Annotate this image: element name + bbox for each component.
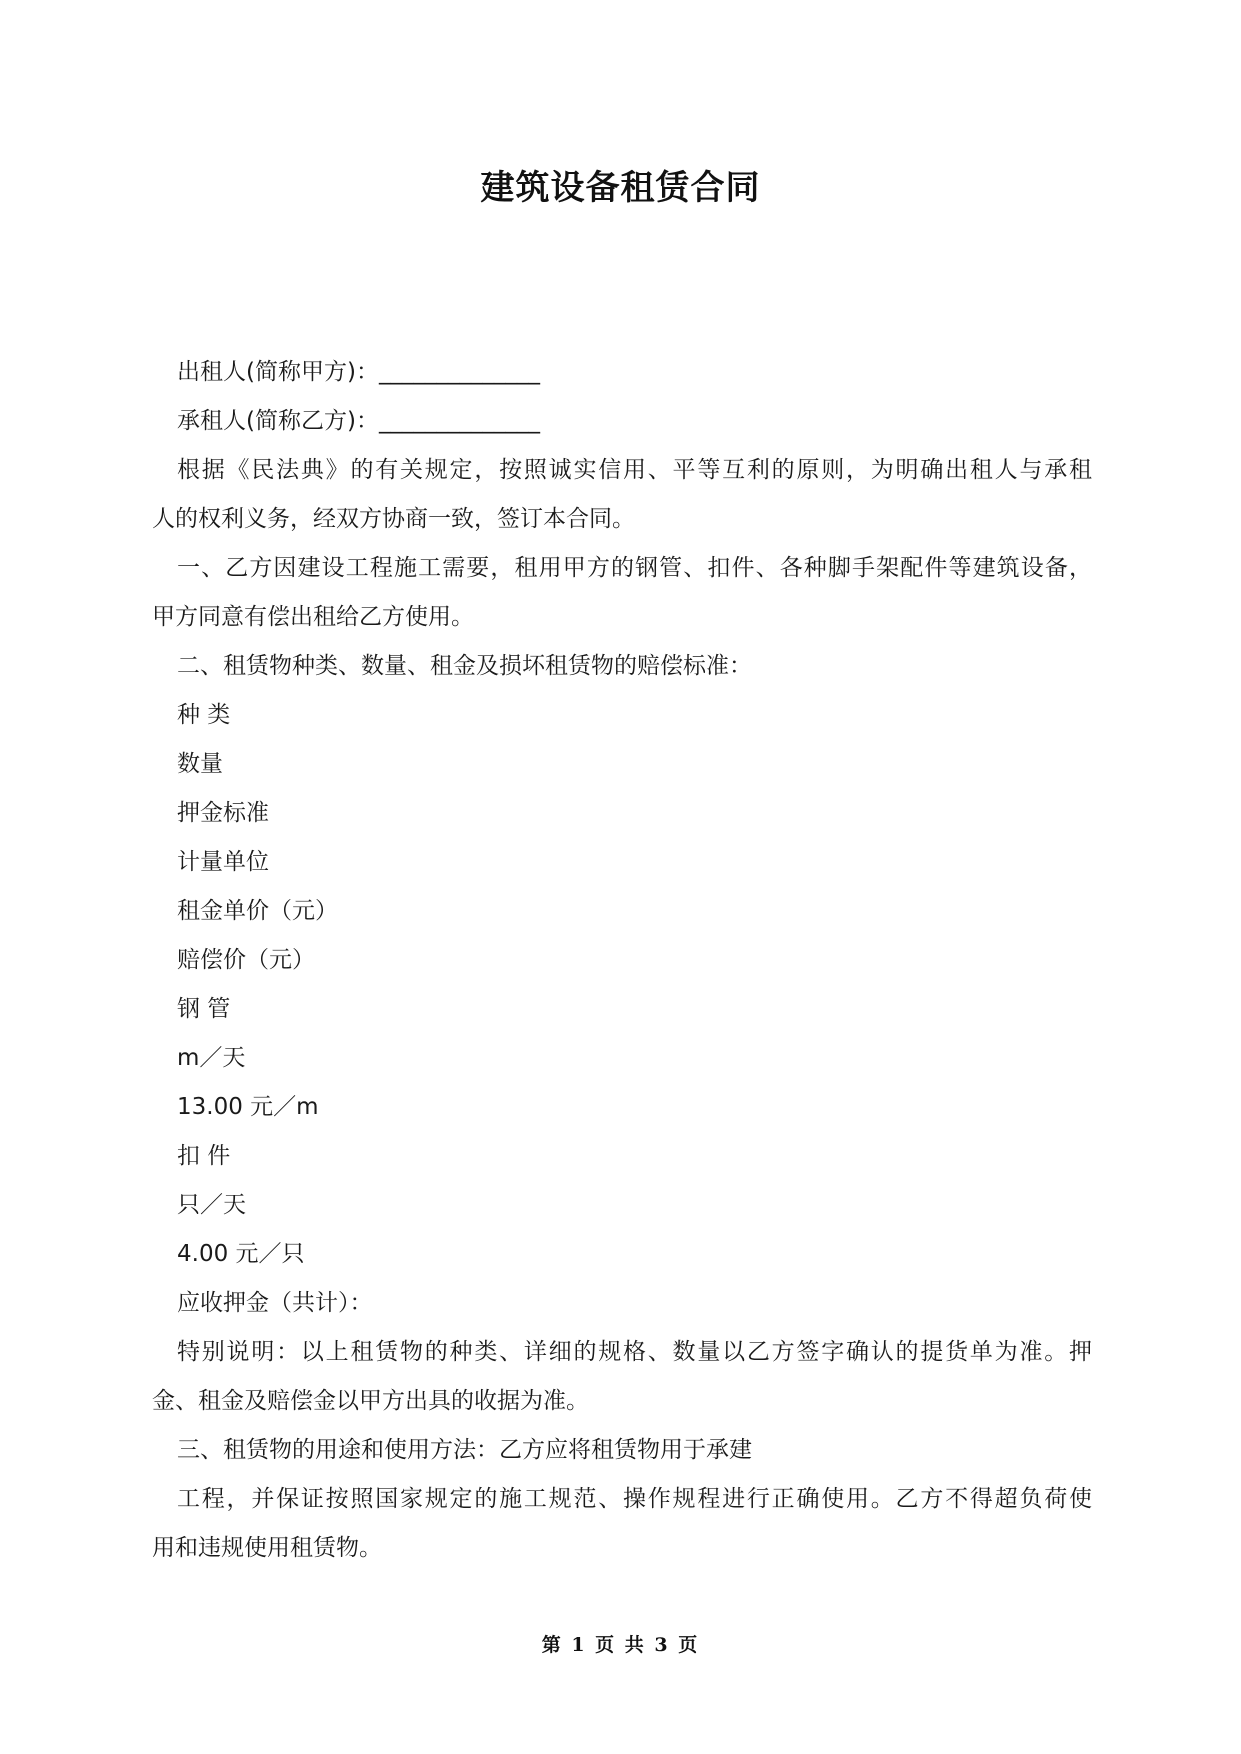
table-line: 扣 件 xyxy=(177,1143,231,1169)
table-line: 赔偿价（元） xyxy=(177,947,315,973)
document-title: 建筑设备租赁合同 xyxy=(480,168,761,208)
clause-2-heading: 二、租赁物种类、数量、租金及损坏租赁物的赔偿标准： xyxy=(177,653,752,679)
special-note-first-line: 特别说明：以上租赁物的种类、详细的规格、数量以乙方签字确认的提货单为准。押 xyxy=(177,1339,1092,1365)
intro-paragraph xyxy=(152,446,1092,544)
lessor-line: 出租人(简称甲方)：______________ xyxy=(177,359,540,385)
table-line: 4.00 元／只 xyxy=(177,1241,305,1267)
table-line: 租金单价（元） xyxy=(177,898,338,924)
intro-rest: 人的权利义务，经双方协商一致，签订本合同。 xyxy=(152,506,635,532)
table-line: 押金标准 xyxy=(177,800,269,826)
special-note-rest: 金、租金及赔偿金以甲方出具的收据为准。 xyxy=(152,1388,589,1414)
lessee-line: 承租人(简称乙方)：______________ xyxy=(177,408,540,434)
table-line: m／天 xyxy=(177,1045,246,1071)
table-line: 数量 xyxy=(177,751,223,777)
deposit-total-line: 应收押金（共计）： xyxy=(177,1290,373,1316)
clause-1-rest: 甲方同意有偿出租给乙方使用。 xyxy=(152,604,474,630)
clause-1-first-line: 一、乙方因建设工程施工需要，租用甲方的钢管、扣件、各种脚手架配件等建筑设备， xyxy=(177,555,1092,581)
document-body xyxy=(152,348,1092,1573)
table-line: 计量单位 xyxy=(177,849,269,875)
table-line: 种 类 xyxy=(177,702,231,728)
table-line: 钢 管 xyxy=(177,996,231,1022)
clause-1-paragraph xyxy=(152,544,1092,642)
clause-3-first-line: 工程，并保证按照国家规定的施工规范、操作规程进行正确使用。乙方不得超负荷使 xyxy=(177,1486,1092,1512)
clause-3-rest: 用和违规使用租赁物。 xyxy=(152,1535,382,1561)
special-note-paragraph xyxy=(152,1328,1092,1426)
intro-first-line: 根据《民法典》的有关规定，按照诚实信用、平等互利的原则，为明确出租人与承租 xyxy=(177,457,1092,483)
table-line: 只／天 xyxy=(177,1192,246,1218)
page-footer: 第 1 页 共 3 页 xyxy=(541,1634,700,1656)
clause-3-heading: 三、租赁物的用途和使用方法：乙方应将租赁物用于承建 xyxy=(177,1437,752,1463)
clause-3-paragraph xyxy=(152,1475,1092,1573)
table-line: 13.00 元／m xyxy=(177,1094,319,1120)
